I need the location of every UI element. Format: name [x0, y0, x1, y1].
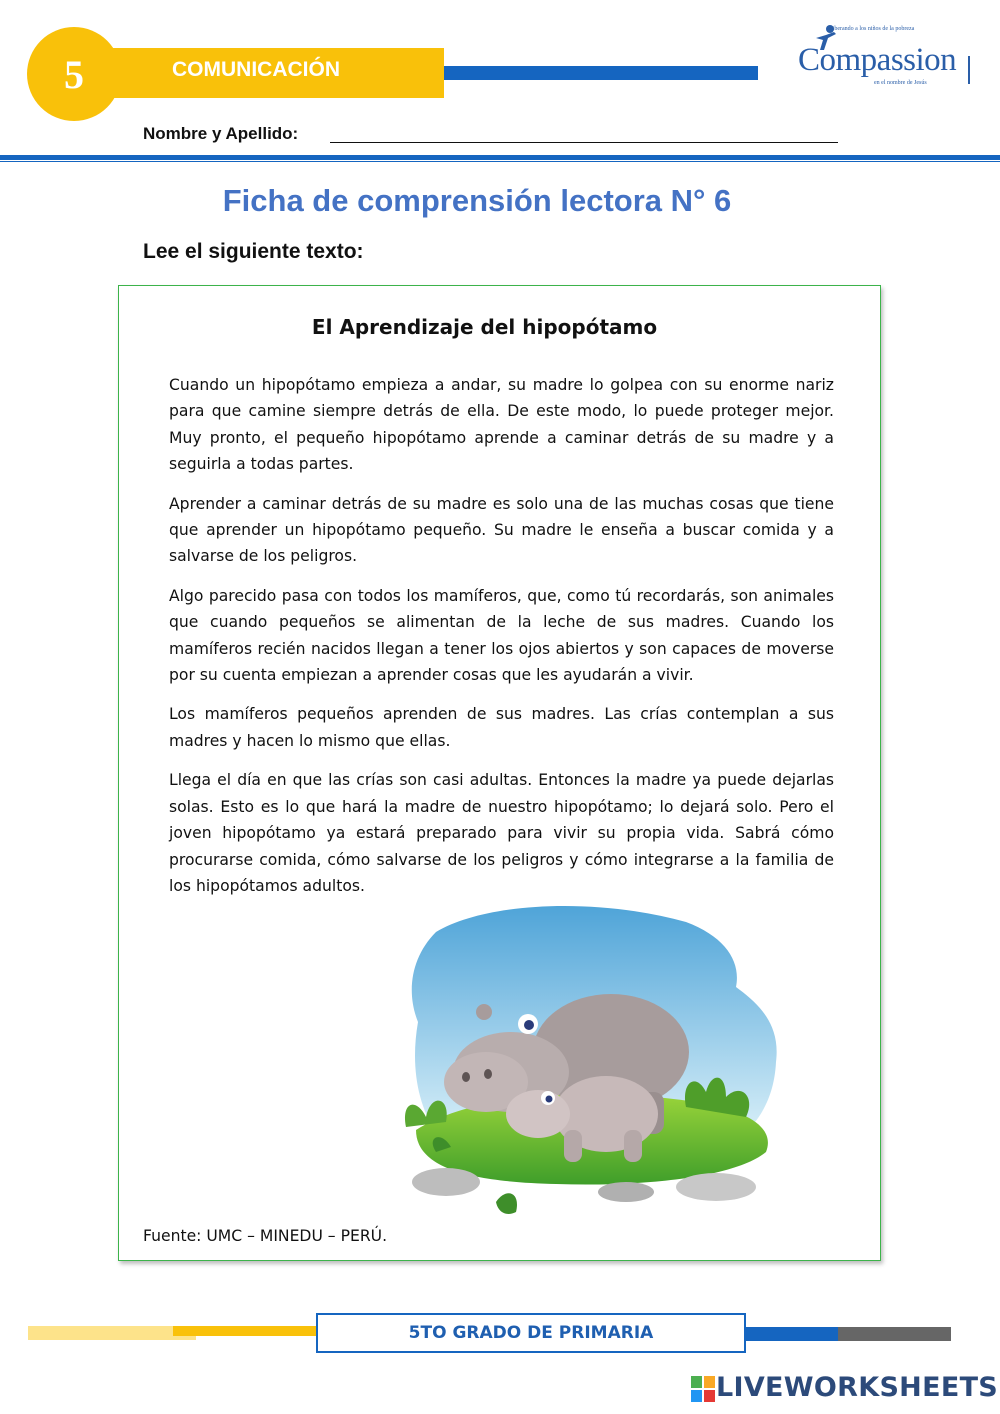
- liveworksheets-logo-icon: [691, 1376, 715, 1402]
- subject-label: COMUNICACIÓN: [172, 58, 340, 81]
- story-body: [169, 372, 834, 912]
- source-citation: Fuente: UMC – MINEDU – PERÚ.: [143, 1227, 388, 1245]
- logo-subtitle: en el nombre de Jesús: [874, 80, 927, 86]
- liveworksheets-brand[interactable]: LIVEWORKSHEETS: [716, 1372, 999, 1403]
- grade-badge: [27, 27, 121, 121]
- logo-tagline: Liberando a los niños de la pobreza: [829, 26, 915, 32]
- logo-name: Compassion: [798, 42, 957, 78]
- footer-bar-yellow: [173, 1326, 316, 1336]
- grade-number: 5: [64, 51, 84, 97]
- page-title: Ficha de comprensión lectora N° 6: [222, 183, 732, 218]
- instruction-text: Lee el siguiente texto:: [143, 240, 364, 263]
- header-rule: [0, 155, 1000, 160]
- hippo-illustration: [396, 902, 782, 1228]
- story-title: El Aprendizaje del hipopótamo: [311, 315, 658, 339]
- name-label: Nombre y Apellido:: [143, 124, 299, 143]
- name-field-line[interactable]: [330, 142, 838, 143]
- paragraph: Los mamíferos pequeños aprenden de sus madres. Las crías contemplan a sus madres y hacen lo mismo que ellas.: [169, 705, 834, 750]
- paragraph: Aprender a caminar detrás de su madre es solo una de las muchas cosas que tiene que aprender un hipopótamo pequeño. Su madre le enseña a buscar comida y a salvarse de los peligros.: [169, 494, 834, 566]
- footer-bar-light-yellow: [28, 1326, 196, 1340]
- footer-grade-label: 5TO GRADO DE PRIMARIA: [408, 1323, 654, 1343]
- paragraph: Algo parecido pasa con todos los mamíferos, que, como tú recordarás, son animales que cuando pequeños se alimentan de la leche de sus madres. Cuando los mamíferos recién nacidos llegan a tener los ojos abiertos y son capaces de moverse por su cuenta empiezan a aprender cosas que les ayudarán a vivir.: [169, 586, 834, 685]
- paragraph: Llega el día en que las crías son casi adultas. Entonces la madre ya puede dejarlas solas. Esto es lo que hará la madre de nuestro hipopótamo; lo dejará solo. Pero el joven hipopótamo ya estará preparado para vivir su propia vida. Sabrá cómo procurarse comida, cómo salvarse de los peligros y cómo integrarse a la familia de los hipopótamos adultos.: [169, 771, 834, 895]
- compassion-logo: [786, 22, 972, 94]
- header-rule-thin: [0, 161, 1000, 162]
- footer-grade-box: [316, 1313, 746, 1353]
- paragraph: Cuando un hipopótamo empieza a andar, su madre lo golpea con su enorme nariz para que camine siempre detrás de ella. De este modo, lo puede proteger mejor. Muy pronto, el pequeño hipopótamo aprende a caminar detrás de su madre y a seguirla a todas partes.: [169, 376, 834, 474]
- footer-bar-blue: [746, 1327, 838, 1341]
- footer-bar-gray: [838, 1327, 951, 1341]
- header-blue-bar: [444, 66, 758, 80]
